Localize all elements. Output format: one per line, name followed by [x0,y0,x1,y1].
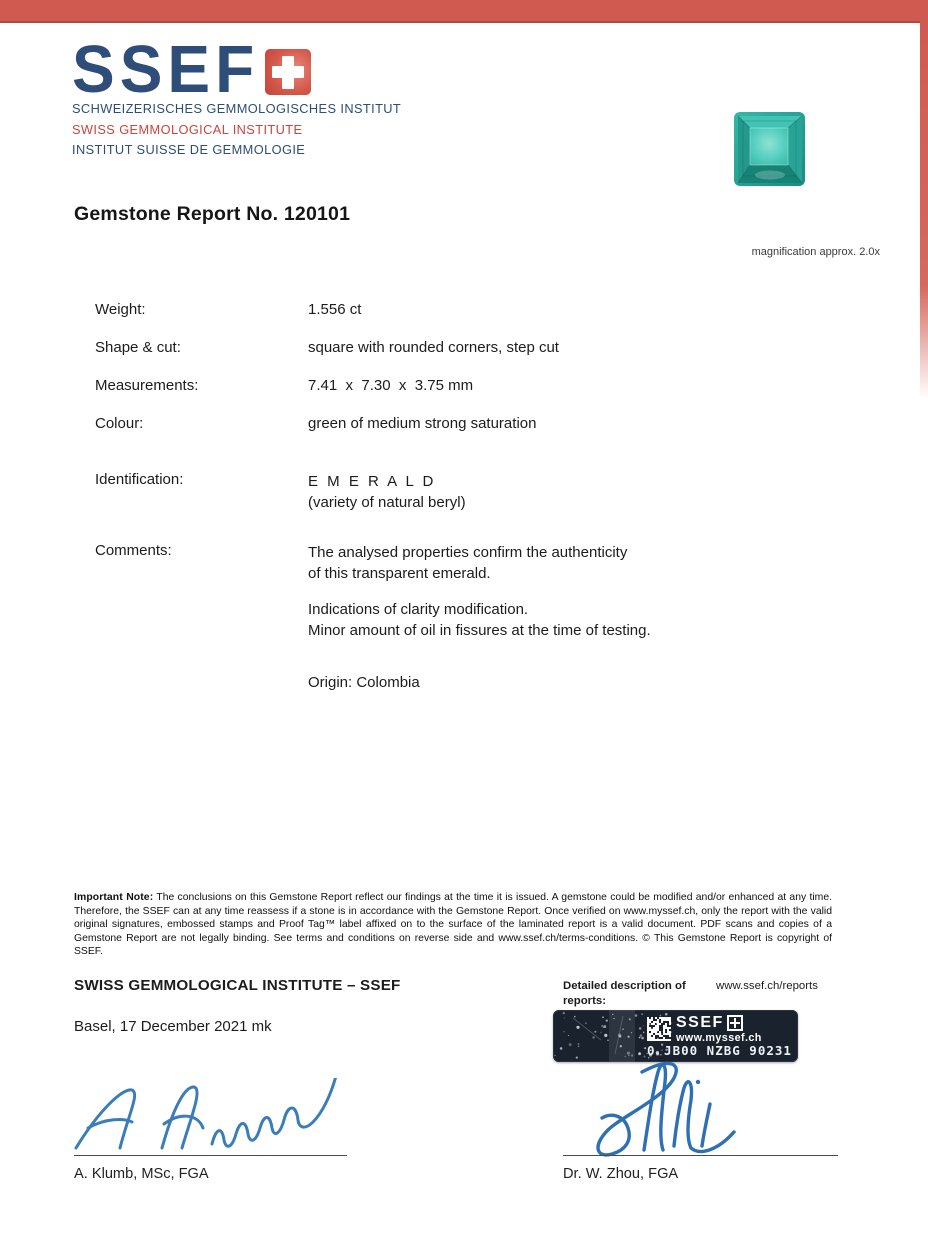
field-label: Colour: [95,415,144,432]
field-value: 7.41 x 7.30 x 3.75 mm [308,377,474,394]
signatory-name: A. Klumb, MSc, FGA [74,1166,209,1182]
field-row-identification [95,471,835,513]
security-sticker [553,1010,798,1062]
link-label: Detailed description of reports: [563,980,686,1007]
sticker-code: 0 JB00 NZBG 90231 [647,1043,792,1058]
emerald-photo [733,111,807,188]
field-label: Shape & cut: [95,339,181,356]
important-note-label: Important Note: [74,892,154,903]
field-row-measurements [95,377,835,394]
important-note-text: The conclusions on this Gemstone Report reflect our findings at the time it is issued. A gemstone could be modified and/or enhanced at any time. Therefore, the SSEF can at any time reassess if a stone is in accordance with the Gemstone Report. Once verified on www.myssef.ch, only the report with the valid original signatures, embossed stamps and Proof Tag™ label affixed on to the surface of the laminated report is a valid document. PDF scans and copies of a Gemstone Report are not legally binding. See terms and conditions on reverse side and www.ssef.ch/terms-conditions. © This Gemstone Report is copyright of SSEF. [74,892,832,958]
emerald-stone-icon [733,111,807,188]
ssef-logo [72,30,402,158]
scan-border-top [0,0,928,23]
link-row [563,979,818,1009]
ssef-logo-text: SSEF [72,30,260,107]
field-row-comments [95,542,835,584]
scan-border-right [920,21,928,399]
field-row-shape-cut [95,339,835,356]
field-label: Measurements: [95,377,199,394]
comment-line: Minor amount of oil in fissures at the time of testing. [308,622,651,639]
field-value: 1.556 ct [308,301,362,318]
logo-subtitle-english: SWISS GEMMOLOGICAL INSTITUTE [72,121,303,137]
field-value: green of medium strong saturation [308,415,537,432]
comment-line: Indications of clarity modification. [308,601,529,618]
signature-klumb [70,1078,360,1156]
sticker-brand: SSEF [676,1014,724,1031]
institute-name: SWISS GEMMOLOGICAL INSTITUTE – SSEF [74,977,401,994]
magnification-note: magnification approx. 2.0x [751,246,880,258]
signatory-name: Dr. W. Zhou, FGA [563,1166,679,1182]
comment-line: of this transparent emerald. [308,565,491,582]
sticker-branding [647,1014,762,1044]
swiss-cross-icon [265,49,311,95]
field-label: Comments: [95,542,172,559]
sticker-url: www.myssef.ch [676,1032,762,1044]
swiss-cross-small-icon [727,1015,743,1031]
logo-subtitle-german: SCHWEIZERISCHES GEMMOLOGISCHES INSTITUT [72,101,402,117]
field-row-weight [95,301,835,318]
comment-line: The analysed properties confirm the authenticity [308,544,628,561]
logo-subtitle-french: INSTITUT SUISSE DE GEMMOLOGIE [72,142,306,158]
report-title: Gemstone Report No. 120101 [74,203,351,225]
date-line: Basel, 17 December 2021 mk [74,1018,272,1035]
link-url: www.ssef.ch/reports [716,980,818,992]
signature-line [74,1155,347,1156]
field-label: Identification: [95,471,184,488]
origin-line: Origin: Colombia [308,674,420,691]
datamatrix-icon [647,1017,671,1041]
signature-zhou [578,1056,788,1160]
signature-line [563,1155,838,1156]
important-note [74,891,832,959]
comments-paragraph-2 [308,599,651,641]
field-row-colour [95,415,835,432]
identification-subvalue: (variety of natural beryl) [308,494,466,511]
field-value: square with rounded corners, step cut [308,339,559,356]
field-label: Weight: [95,301,146,318]
identification-value: E M E R A L D [308,473,436,490]
